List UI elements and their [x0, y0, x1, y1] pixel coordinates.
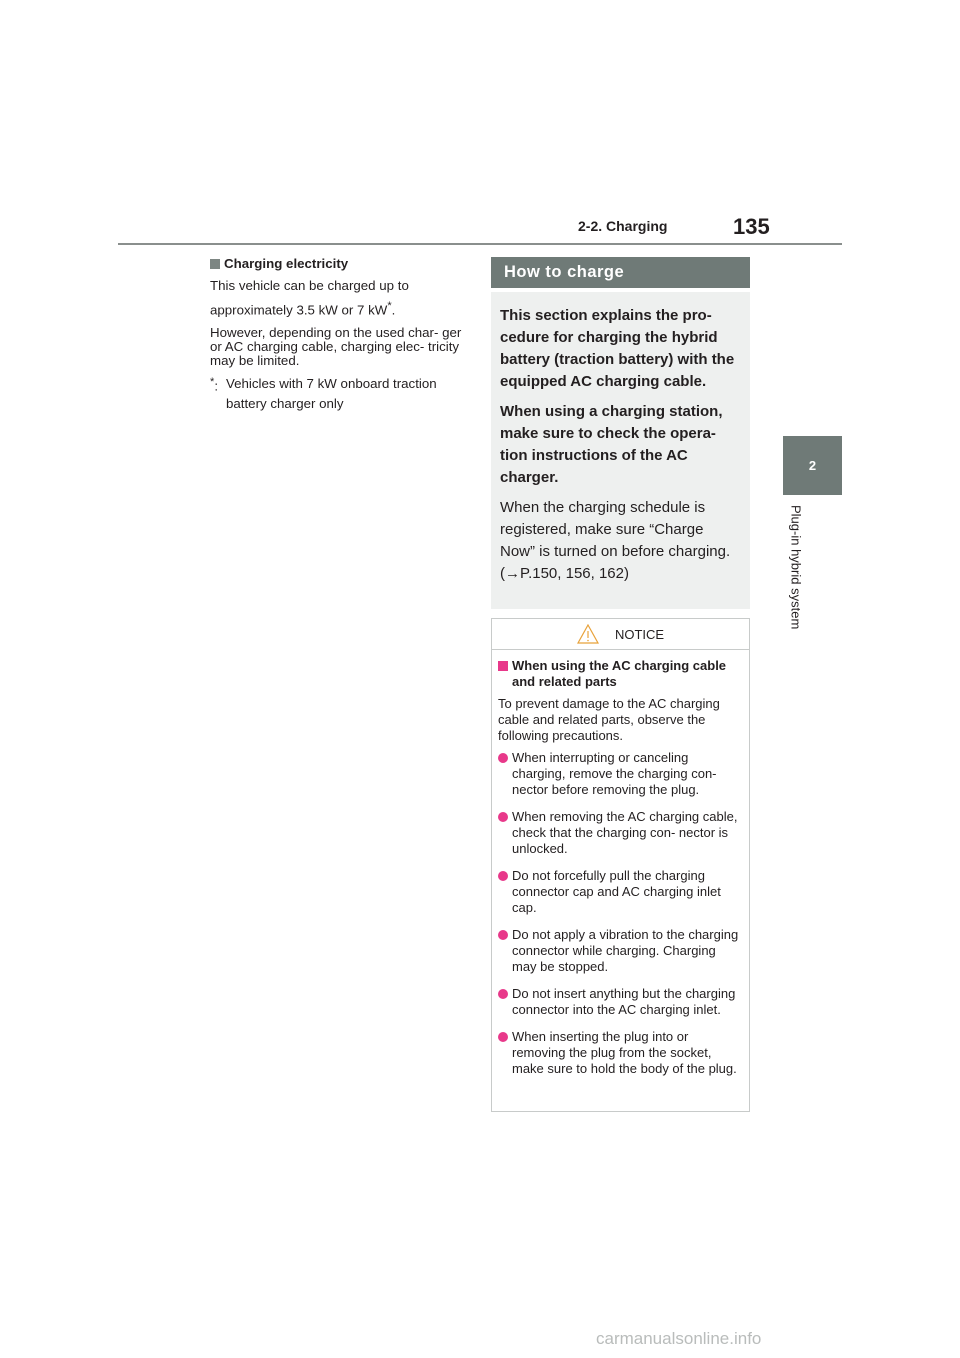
charge-schedule-text: When the charging schedule is registered, make sure “Charge Now” is turned on before charging. (→P.150, 156, 162): [500, 499, 731, 582]
notice-heading: When using the AC charging cable and related parts: [498, 658, 743, 690]
chapter-number: 2: [808, 458, 817, 473]
footnote: *: Vehicles with 7 kW onboard traction battery charger only: [210, 374, 472, 414]
notice-intro: To prevent damage to the AC charging cable and related parts, observe the following precautions.: [498, 696, 720, 743]
bullet-dot-icon: [498, 753, 508, 763]
list-item: Do not insert anything but the charging connector into the AC charging inlet.: [498, 986, 743, 1018]
square-bullet-icon: [498, 661, 508, 671]
how-to-charge-box: [491, 292, 750, 609]
bullet-dot-icon: [498, 930, 508, 940]
warning-icon: [577, 624, 599, 644]
list-item: When inserting the plug into or removing the plug from the socket, make sure to hold the body of the plug.: [498, 1029, 743, 1077]
section-label: 2-2. Charging: [578, 218, 668, 234]
notice-header: [492, 619, 749, 650]
square-bullet-icon: [210, 259, 220, 269]
chapter-tab[interactable]: [783, 436, 842, 495]
charging-station-text: When using a charging station, make sure to check the opera- tion instructions of the AC charger.: [500, 403, 723, 486]
how-to-charge-heading: How to charge: [491, 257, 750, 288]
bullet-dot-icon: [498, 871, 508, 881]
chapter-title: [770, 505, 822, 655]
header-rule: [118, 243, 842, 245]
footnote-text: Vehicles with 7 kW onboard traction battery charger only: [226, 376, 437, 412]
list-item: When removing the AC charging cable, check that the charging con- nector is unlocked.: [498, 809, 743, 857]
bullet-dot-icon: [498, 989, 508, 999]
notice-box: [491, 618, 750, 1112]
notice-label: NOTICE: [614, 626, 665, 642]
charging-electricity-heading: Charging electricity: [210, 255, 472, 272]
watermark: carmanualsonline.info: [596, 1329, 762, 1348]
charging-limit-text: However, depending on the used char- ger or AC charging cable, charging elec- tricity may be limited.: [210, 325, 462, 369]
list-item: Do not apply a vibration to the charging connector while charging. Charging may be stopped.: [498, 927, 743, 975]
bullet-dot-icon: [498, 812, 508, 822]
list-item: When interrupting or canceling charging, remove the charging con- nector before removing the plug.: [498, 750, 743, 798]
how-to-intro-text: This section explains the pro- cedure for charging the hybrid battery (traction battery) with the equipped AC charging cable.: [500, 307, 735, 390]
list-item: Do not forcefully pull the charging connector cap and AC charging inlet cap.: [498, 868, 743, 916]
page-number: 135: [733, 214, 770, 239]
charging-electricity-section: [210, 255, 472, 414]
charging-capacity-text: This vehicle can be charged up to approximately 3.5 kW or 7 kW*.: [210, 278, 409, 318]
bullet-dot-icon: [498, 1032, 508, 1042]
chapter-title-text: Plug-in hybrid system: [788, 505, 804, 630]
notice-body: [492, 650, 749, 1077]
